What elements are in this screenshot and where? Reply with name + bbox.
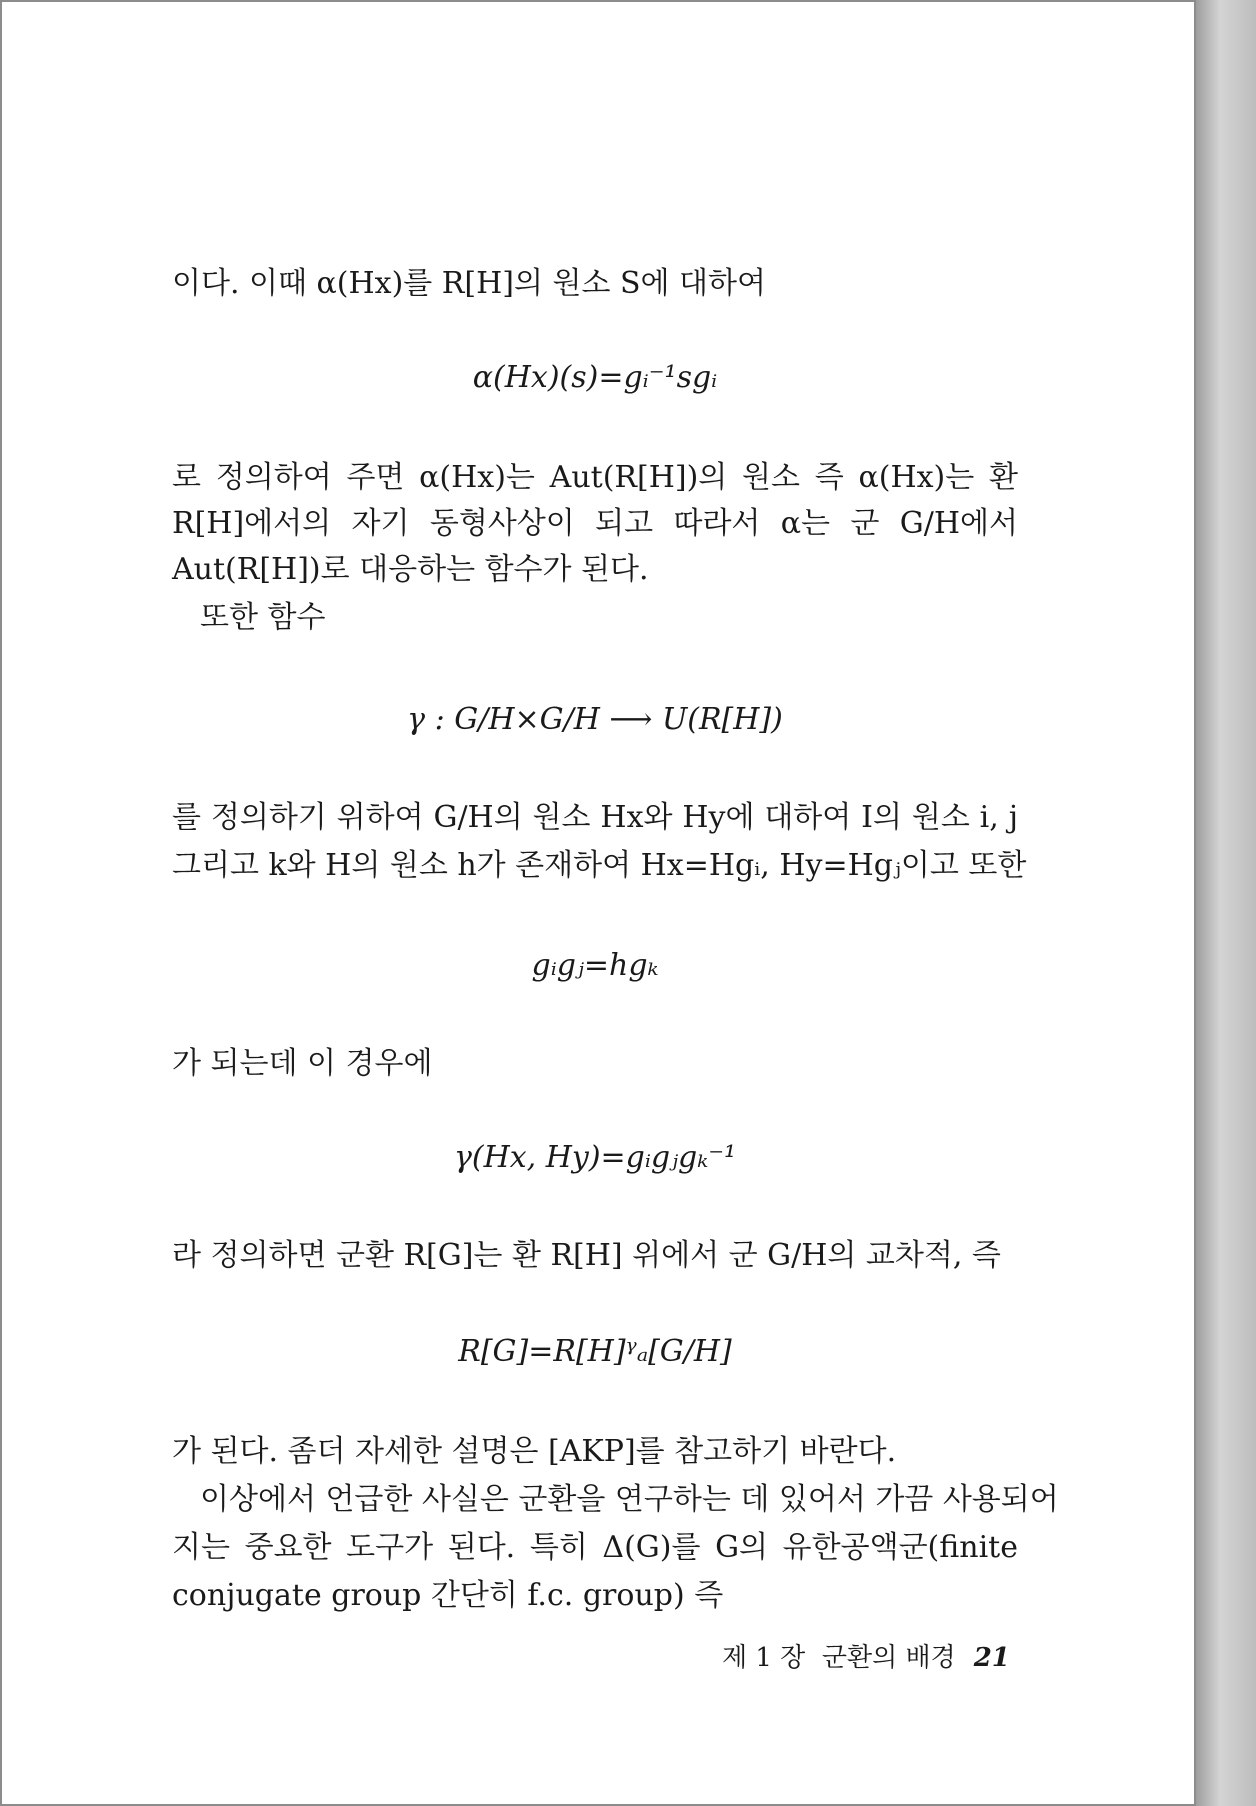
text-line: R[H]에서의 자기 동형사상이 되고 따라서 α는 군 G/H에서 <box>172 506 1018 541</box>
text-line: 지는 중요한 도구가 된다. 특히 Δ(G)를 G의 유한공액군(finite <box>172 1530 1018 1565</box>
equation-gamma-map: γ : G/H×G/H ⟶ U(R[H]) <box>407 702 783 737</box>
equation-crossed-product: R[G]=R[H]ᵞₐ[G/H] <box>458 1334 732 1369</box>
text-line: 가 되는데 이 경우에 <box>172 1046 433 1081</box>
text-line: 가 된다. 좀더 자세한 설명은 [AKP]를 참고하기 바란다. <box>172 1434 897 1469</box>
equation-gamma-definition: γ(Hx, Hy)=gᵢgⱼgₖ⁻¹ <box>453 1140 737 1175</box>
text-line: 를 정의하기 위하여 G/H의 원소 Hx와 Hy에 대하여 I의 원소 i, j <box>172 800 1018 835</box>
page-edge-shadow <box>1196 0 1256 1806</box>
text-line: 또한 함수 <box>200 600 326 635</box>
equation-product: gᵢgⱼ=hgₖ <box>531 948 659 983</box>
text-line: conjugate group 간단히 f.c. group) 즉 <box>172 1578 724 1613</box>
text-line: Aut(R[H])로 대응하는 함수가 된다. <box>172 552 649 587</box>
page-number: 21 <box>973 1643 1010 1673</box>
equation-alpha-definition: α(Hx)(s)=gᵢ⁻¹sgᵢ <box>472 360 718 395</box>
text-line: 이상에서 언급한 사실은 군환을 연구하는 데 있어서 가끔 사용되어 <box>200 1482 1059 1517</box>
text-line: 그리고 k와 H의 원소 h가 존재하여 Hx=Hgᵢ, Hy=Hgⱼ이고 또한 <box>172 848 1027 883</box>
text-line: 이다. 이때 α(Hx)를 R[H]의 원소 S에 대하여 <box>172 266 766 301</box>
text-line: 라 정의하면 군환 R[G]는 환 R[H] 위에서 군 G/H의 교차적, 즉 <box>172 1238 1001 1273</box>
text-line: 로 정의하여 주면 α(Hx)는 Aut(R[H])의 원소 즉 α(Hx)는 환 <box>172 460 1018 495</box>
chapter-title: 제 1 장 군환의 배경 <box>722 1643 956 1673</box>
page-footer <box>722 1638 1010 1678</box>
